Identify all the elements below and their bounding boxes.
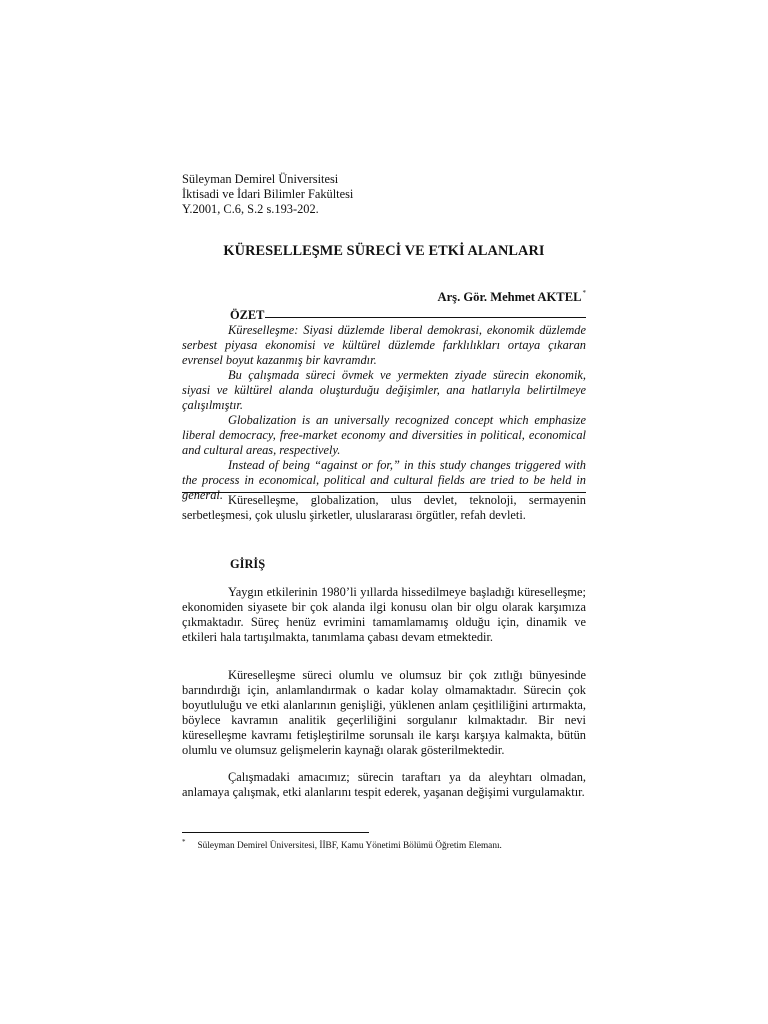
abstract-paragraph-en-1: Globalization is an universally recognized concept which emphasize liberal democracy, free-market economy and diversities in political, economical and cultural areas, respectively. [182,413,586,457]
abstract-paragraph-tr-1: Küreselleşme: Siyasi düzlemde liberal demokrasi, ekonomik düzlemde serbest piyasa ekonomisi ve kültürel düzlemde farklılıkları ortaya çıkaran evrensel boyut kazanmış bir kavramdır. [182,323,586,367]
journal-header [182,172,482,217]
footnote [182,838,502,851]
abstract-label: ÖZET [230,308,265,322]
university-name: Süleyman Demirel Üniversitesi [182,172,339,186]
footnote-marker: * [182,838,186,846]
abstract [182,323,586,503]
faculty-name: İktisadi ve İdari Bilimler Fakültesi [182,187,354,201]
section-heading: GİRİŞ [230,557,266,571]
footnote-text: Süleyman Demirel Üniversitesi, İİBF, Kamu Yönetimi Bölümü Öğretim Elemanı. [197,841,502,851]
author-line [300,289,586,305]
abstract-heading-rule [265,317,586,318]
abstract-paragraph-tr-2: Bu çalışmada süreci övmek ve yermekten ziyade sürecin ekonomik, siyasi ve kültürel alanda oluşturduğu değişimler, ana hatlarıyla belirtilmeye çalışılmıştır. [182,368,586,412]
author-footnote-marker: * [582,289,586,297]
citation: Y.2001, C.6, S.2 s.193-202. [182,202,319,216]
abstract-heading-row [230,308,586,323]
body-paragraph-3: Çalışmadaki amacımız; sürecin taraftarı ya da aleyhtarı olmadan, anlamaya çalışmak, etki alanlarını tespit ederek, yaşanan değişimi vurgulamaktır. [182,770,586,799]
abstract-paragraph-en-2: Instead of being “against or for,” in this study changes triggered with the process in economical, political and cultural fields are tried to be held in general. [182,458,586,502]
author-name: Arş. Gör. Mehmet AKTEL [437,290,582,304]
body-paragraph-2: Küreselleşme süreci olumlu ve olumsuz bir çok zıtlığı bünyesinde barındırdığı için, anlamlandırmak o kadar kolay olmamaktadır. Sürecin çok boyutluluğu ve etki alanlarının genişliği, yüklenen anlam çeşitliliğini artırmakta, böylece kavramın analitik geçerliliğini sorgulanır kılmaktadır. Bir nevi küreselleşme kavramı fetişleştirilme sorunsalı ile karşı karşıya kalmakta, bütün olumlu ve olumsuz gelişmelerin kaynağı olarak gösterilmektedir. [182,668,586,757]
paper-title: KÜRESELLEŞME SÜRECİ VE ETKİ ALANLARI [223,243,545,259]
footnote-rule [182,832,369,833]
keywords: Küreselleşme, globalization, ulus devlet, teknoloji, sermayenin serbetleşmesi, çok uluslu şirketler, uluslararası örgütler, refah devleti. [182,493,586,522]
body-paragraph-1: Yaygın etkilerinin 1980’li yıllarda hissedilmeye başladığı küreselleşme; ekonomiden siyasete bir çok alanda ilgi konusu olan bir olgu olarak karşımıza çıkmaktadır. Süreç henüz evrimini tamamlamamış olduğu için, dinamik ve etkileri hala tartışılmakta, tanımlama çabası devam etmektedir. [182,585,586,644]
